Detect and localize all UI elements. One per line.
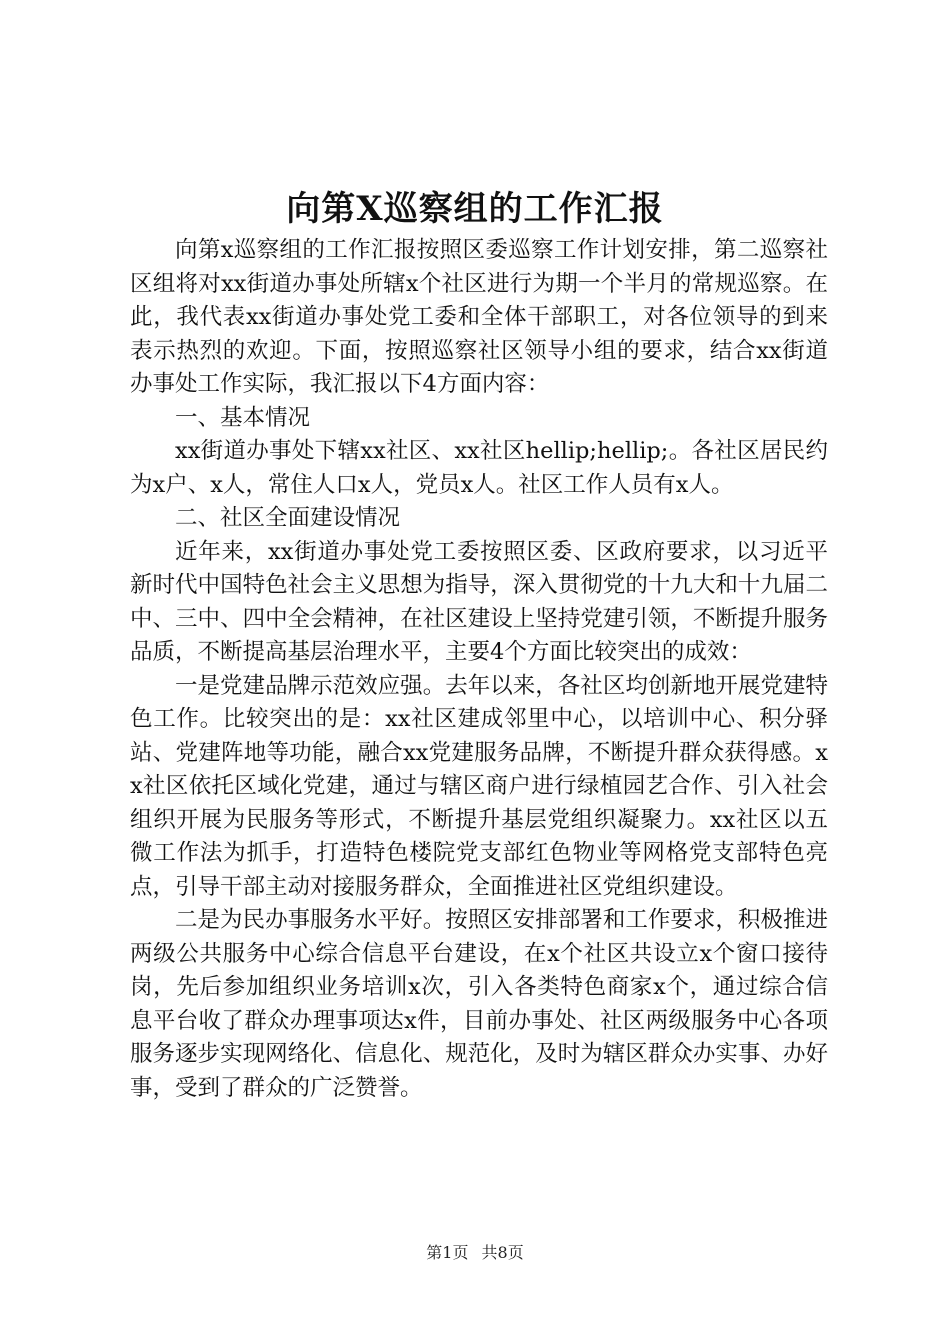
- section-heading-basic-situation: 一、基本情况: [175, 404, 311, 431]
- page-number: 第1页: [426, 1243, 469, 1262]
- community-construction-paragraph: 近年来，xx街道办事处党工委按照区委、区政府要求，以习近平新时代中国特色社会主义思想为指导，深入贯彻党的十九大和十九届二中、三中、四中全会精神，在社区建设上坚持党建引领，不断提升服务品质，不断提高基层治理水平，主要4个方面比较突出的成效：: [130, 538, 828, 665]
- page-footer: [0, 1241, 950, 1265]
- party-brand-paragraph: 一是党建品牌示范效应强。去年以来，各社区均创新地开展党建特色工作。比较突出的是：xx社区建成邻里中心，以培训中心、积分驿站、党建阵地等功能，融合xx党建服务品牌，不断提升群众获得感。xx社区依托区域化党建，通过与辖区商户进行绿植园艺合作、引入社会组织开展为民服务等形式，不断提升基层党组织凝聚力。xx社区以五微工作法为抓手，打造特色楼院党支部红色物业等网格党支部特色亮点，引导干部主动对接服务群众，全面推进社区党组织建设。: [130, 672, 828, 900]
- document-title: 向第X巡察组的工作汇报: [286, 189, 664, 229]
- document-body: [130, 234, 828, 1105]
- basic-situation-paragraph: xx街道办事处下辖xx社区、xx社区hellip;hellip;。各社区居民约为x户、x人，常住人口x人，党员x人。社区工作人员有x人。: [130, 438, 828, 498]
- section-heading-community-construction: 二、社区全面建设情况: [175, 505, 401, 531]
- public-service-paragraph: 二是为民办事服务水平好。按照区安排部署和工作要求，积极推进两级公共服务中心综合信息平台建设，在x个社区共设立x个窗口接待岗，先后参加组织业务培训x次，引入各类特色商家x个，通过综合信息平台收了群众办理事项达x件，目前办事处、社区两级服务中心各项服务逐步实现网络化、信息化、规范化，及时为辖区群众办实事、办好事，受到了群众的广泛赞誉。: [130, 907, 828, 1101]
- intro-paragraph: 向第x巡察组的工作汇报按照区委巡察工作计划安排，第二巡察社区组将对xx街道办事处所辖x个社区进行为期一个半月的常规巡察。在此，我代表xx街道办事处党工委和全体干部职工，对各位领导的到来表示热烈的欢迎。下面，按照巡察社区领导小组的要求，结合xx街道办事处工作实际，我汇报以下4方面内容：: [130, 237, 828, 397]
- page-total: 共8页: [481, 1243, 524, 1262]
